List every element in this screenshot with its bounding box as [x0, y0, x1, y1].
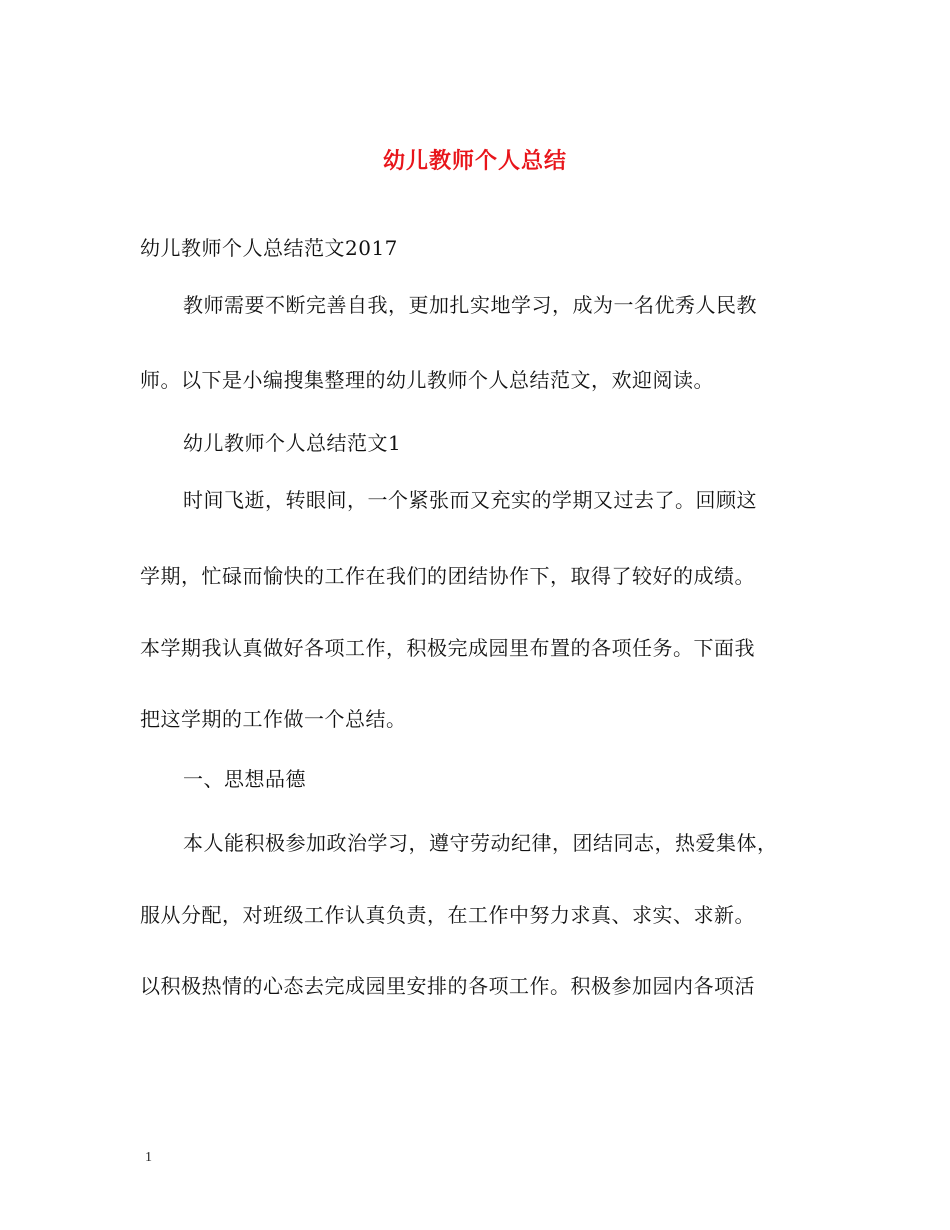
paragraph-line: 学期，忙碌而愉快的工作在我们的团结协作下，取得了较好的成绩。	[140, 564, 755, 588]
paragraph-line: 把这学期的工作做一个总结。	[140, 707, 407, 731]
paragraph-line: 本人能积极参加政治学习，遵守劳动纪律，团结同志，热爱集体，	[183, 831, 778, 855]
paragraph-line: 服从分配，对班级工作认真负责，在工作中努力求真、求实、求新。	[140, 903, 755, 927]
section-heading-line: 幼儿教师个人总结范文1	[183, 431, 402, 455]
subtitle-line: 幼儿教师个人总结范文2017	[140, 236, 398, 260]
paragraph-line: 教师需要不断完善自我，更加扎实地学习，成为一名优秀人民教	[183, 293, 757, 317]
paragraph-line: 以积极热情的心态去完成园里安排的各项工作。积极参加园内各项活	[140, 974, 755, 998]
paragraph-line: 本学期我认真做好各项工作，积极完成园里布置的各项任务。下面我	[140, 636, 755, 660]
document-title: 幼儿教师个人总结	[382, 148, 567, 174]
paragraph-line: 师。以下是小编搜集整理的幼儿教师个人总结范文，欢迎阅读。	[140, 368, 714, 392]
section-heading-line: 一、思想品德	[183, 767, 306, 791]
page-number: 1	[145, 1150, 152, 1165]
paragraph-line: 时间飞逝，转眼间，一个紧张而又充实的学期又过去了。回顾这	[183, 488, 757, 512]
